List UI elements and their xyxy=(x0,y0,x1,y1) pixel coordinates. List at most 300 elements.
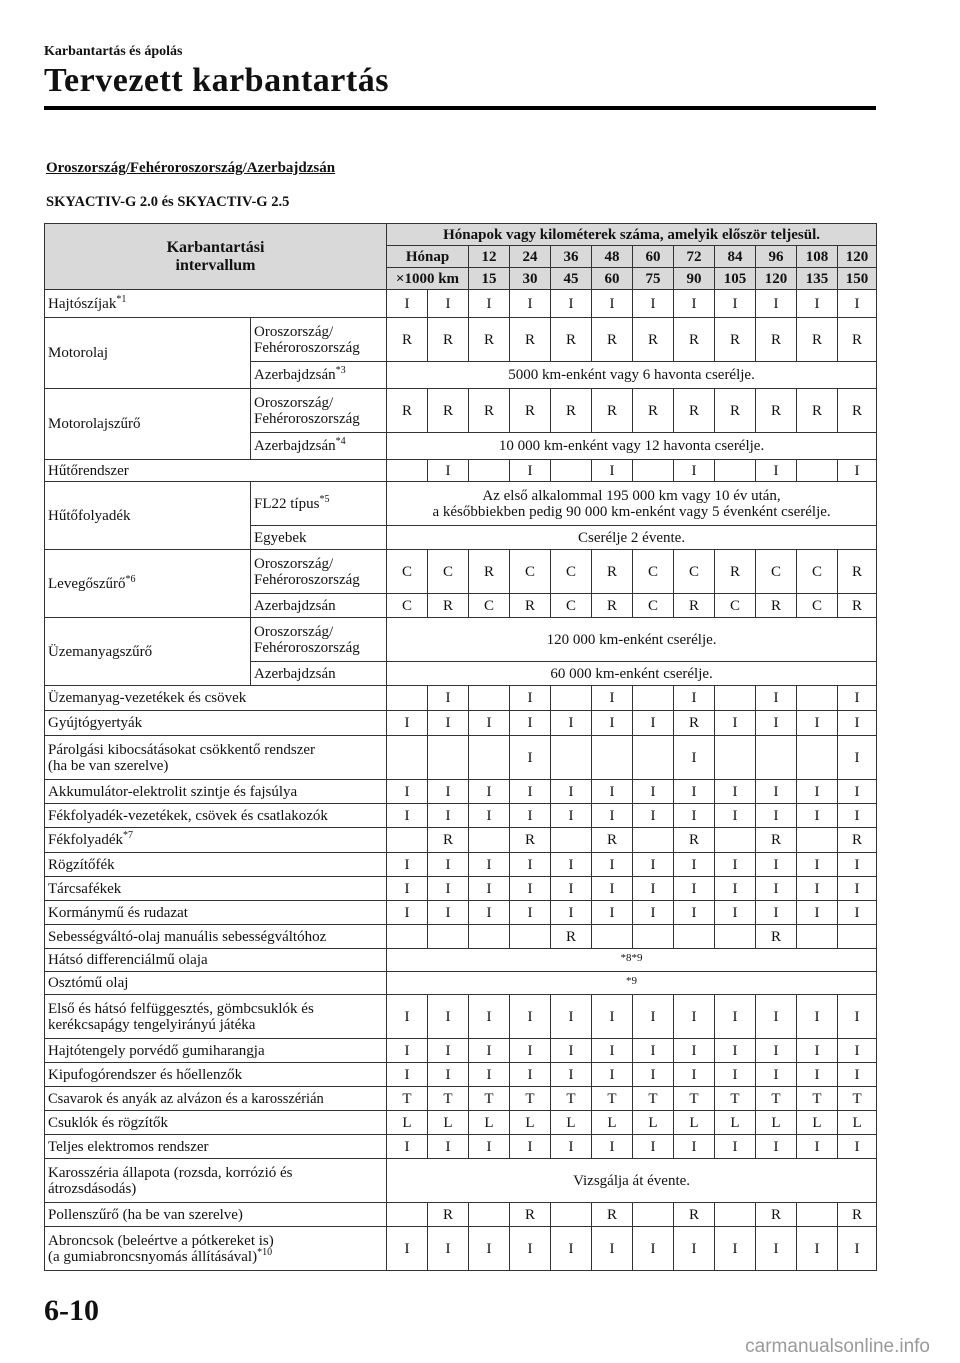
interval-value: T xyxy=(510,1087,551,1111)
interval-value: I xyxy=(797,853,838,877)
interval-value: I xyxy=(633,1135,674,1159)
table-row xyxy=(45,901,877,925)
interval-value xyxy=(674,925,715,949)
interval-value xyxy=(469,925,510,949)
interval-value: I xyxy=(674,1063,715,1087)
interval-value: I xyxy=(387,1227,428,1271)
interval-value: I xyxy=(674,877,715,901)
engine-heading: SKYACTIV-G 2.0 és SKYACTIV-G 2.5 xyxy=(46,194,290,210)
table-row xyxy=(45,736,877,780)
km-cell: 90 xyxy=(674,268,715,290)
item-label: Abroncsok (beleértve a pótkereket is) (a gumiabroncsnyomás állításával)$^{*10}$ xyxy=(45,1227,387,1271)
km-cell: 105 xyxy=(715,268,756,290)
item-label: Kipufogórendszer és hőellenzők xyxy=(45,1063,387,1087)
interval-value: I xyxy=(510,290,551,318)
interval-value: I xyxy=(592,1063,633,1087)
interval-value xyxy=(797,460,838,482)
maintenance-schedule-table xyxy=(44,223,877,1271)
interval-value: I xyxy=(838,995,877,1039)
interval-value xyxy=(551,1203,592,1227)
header-row-top xyxy=(45,224,877,246)
interval-value: I xyxy=(838,877,877,901)
interval-text: Az első alkalommal 195 000 km vagy 10 év után, a későbbiekben pedig 90 000 km-enként vagy 5 évenként cserélje. xyxy=(387,482,877,526)
interval-value: T xyxy=(428,1087,469,1111)
interval-value: I xyxy=(469,804,510,828)
table-row xyxy=(45,925,877,949)
km-cell: 45 xyxy=(551,268,592,290)
interval-value: I xyxy=(838,901,877,925)
interval-value: I xyxy=(838,290,877,318)
table-row xyxy=(45,460,877,482)
interval-value: R xyxy=(387,318,428,362)
interval-value: I xyxy=(592,995,633,1039)
interval-value: I xyxy=(633,711,674,736)
interval-value: R xyxy=(756,318,797,362)
interval-value: I xyxy=(469,711,510,736)
interval-value: T xyxy=(756,1087,797,1111)
item-label: Fékfolyadék-vezetékek, csövek és csatlakozók xyxy=(45,804,387,828)
interval-value xyxy=(387,828,428,853)
interval-value: I xyxy=(797,1039,838,1063)
item-label: Rögzítőfék xyxy=(45,853,387,877)
interval-value: R xyxy=(551,318,592,362)
table-row xyxy=(45,1087,877,1111)
interval-value: I xyxy=(551,1039,592,1063)
interval-value: R xyxy=(756,1203,797,1227)
interval-value xyxy=(428,925,469,949)
interval-value: R xyxy=(715,550,756,594)
interval-value: T xyxy=(674,1087,715,1111)
interval-value: I xyxy=(387,1039,428,1063)
interval-value: L xyxy=(510,1111,551,1135)
interval-value xyxy=(469,736,510,780)
interval-value: I xyxy=(387,877,428,901)
interval-value: I xyxy=(469,290,510,318)
interval-value: R xyxy=(838,1203,877,1227)
interval-value xyxy=(715,828,756,853)
interval-value: T xyxy=(387,1087,428,1111)
interval-value: I xyxy=(387,1063,428,1087)
interval-value: C xyxy=(469,594,510,618)
interval-value: I xyxy=(756,711,797,736)
page-title: Tervezett karbantartás xyxy=(44,62,389,99)
interval-value: I xyxy=(551,1135,592,1159)
interval-value: I xyxy=(715,877,756,901)
table-row xyxy=(45,1039,877,1063)
interval-value: L xyxy=(387,1111,428,1135)
interval-value: R xyxy=(756,925,797,949)
interval-value: C xyxy=(387,550,428,594)
interval-value xyxy=(633,736,674,780)
interval-value: I xyxy=(469,853,510,877)
month-cell: 60 xyxy=(633,246,674,268)
interval-value: L xyxy=(838,1111,877,1135)
interval-value: I xyxy=(674,686,715,711)
interval-text: Cserélje 2 évente. xyxy=(387,526,877,550)
interval-value: C xyxy=(756,550,797,594)
interval-value: R xyxy=(633,389,674,433)
interval-value: I xyxy=(510,877,551,901)
item-label: Hűtőrendszer xyxy=(45,460,387,482)
interval-value: R xyxy=(428,594,469,618)
interval-value xyxy=(797,686,838,711)
table-row xyxy=(45,482,877,526)
interval-value xyxy=(592,925,633,949)
interval-value: I xyxy=(510,736,551,780)
interval-value: C xyxy=(715,594,756,618)
interval-value: L xyxy=(592,1111,633,1135)
km-cell: 60 xyxy=(592,268,633,290)
interval-value: R xyxy=(838,318,877,362)
interval-value: R xyxy=(469,550,510,594)
km-cell: 120 xyxy=(756,268,797,290)
item-label: Csuklók és rögzítők xyxy=(45,1111,387,1135)
item-label: Kormánymű és rudazat xyxy=(45,901,387,925)
interval-value: I xyxy=(387,780,428,804)
interval-value: I xyxy=(387,804,428,828)
interval-header xyxy=(45,224,387,290)
interval-value: R xyxy=(592,1203,633,1227)
interval-value: I xyxy=(551,1063,592,1087)
interval-value: I xyxy=(797,1135,838,1159)
interval-value xyxy=(551,828,592,853)
interval-value: L xyxy=(551,1111,592,1135)
interval-value: I xyxy=(428,1063,469,1087)
interval-value xyxy=(551,460,592,482)
interval-value: R xyxy=(510,594,551,618)
interval-value: I xyxy=(797,901,838,925)
interval-value: I xyxy=(510,711,551,736)
interval-value: R xyxy=(510,389,551,433)
interval-value xyxy=(469,686,510,711)
interval-value: I xyxy=(756,853,797,877)
interval-value: I xyxy=(633,995,674,1039)
interval-value: R xyxy=(674,594,715,618)
table-row xyxy=(45,389,877,433)
interval-value: I xyxy=(797,1227,838,1271)
interval-value xyxy=(715,925,756,949)
table-row xyxy=(45,972,877,995)
interval-value: R xyxy=(756,828,797,853)
interval-value xyxy=(633,828,674,853)
interval-value: I xyxy=(551,780,592,804)
item-label: Osztómű olaj xyxy=(45,972,387,995)
interval-value: I xyxy=(633,780,674,804)
month-cell: 120 xyxy=(838,246,877,268)
table-row xyxy=(45,618,877,662)
interval-value: I xyxy=(428,1227,469,1271)
item-label: Teljes elektromos rendszer xyxy=(45,1135,387,1159)
interval-value xyxy=(715,736,756,780)
interval-value: I xyxy=(469,995,510,1039)
item-label: Levegőszűrő$^{*6}$ xyxy=(45,550,251,618)
interval-value: L xyxy=(756,1111,797,1135)
interval-value: C xyxy=(797,594,838,618)
sub-label: Azerbajdzsán$^{*4}$ xyxy=(251,433,387,460)
table-row xyxy=(45,828,877,853)
interval-value: I xyxy=(428,290,469,318)
interval-value xyxy=(428,736,469,780)
interval-value: I xyxy=(551,1227,592,1271)
interval-value xyxy=(797,1203,838,1227)
interval-value: I xyxy=(428,995,469,1039)
interval-value: I xyxy=(551,877,592,901)
sub-label: Egyebek xyxy=(251,526,387,550)
interval-value: I xyxy=(387,1135,428,1159)
interval-value xyxy=(715,1203,756,1227)
sub-label: Azerbajdzsán xyxy=(251,662,387,686)
interval-text: 60 000 km-enként cserélje. xyxy=(387,662,877,686)
interval-value: I xyxy=(469,1135,510,1159)
interval-value: I xyxy=(715,1063,756,1087)
interval-value: I xyxy=(674,995,715,1039)
item-label: Üzemanyag-vezetékek és csövek xyxy=(45,686,387,711)
km-cell: 75 xyxy=(633,268,674,290)
interval-value: I xyxy=(838,853,877,877)
interval-value: R xyxy=(674,389,715,433)
interval-value: I xyxy=(510,853,551,877)
item-label: Hátsó differenciálmű olaja xyxy=(45,949,387,972)
sub-label: Oroszország/ Fehéroroszország xyxy=(251,318,387,362)
interval-value: I xyxy=(715,290,756,318)
interval-value: I xyxy=(715,1039,756,1063)
interval-label-line1: Karbantartási xyxy=(166,238,265,256)
interval-value: I xyxy=(756,686,797,711)
item-label: Motorolaj xyxy=(45,318,251,389)
interval-value: R xyxy=(592,594,633,618)
sub-label: Azerbajdzsán$^{*3}$ xyxy=(251,362,387,389)
interval-value: I xyxy=(715,995,756,1039)
interval-value: I xyxy=(715,1227,756,1271)
interval-value: I xyxy=(797,290,838,318)
item-label: Motorolajszűrő xyxy=(45,389,251,460)
interval-value xyxy=(838,925,877,949)
interval-value xyxy=(551,736,592,780)
interval-value xyxy=(469,1203,510,1227)
km-cell: 150 xyxy=(838,268,877,290)
interval-value: I xyxy=(756,290,797,318)
interval-value: I xyxy=(838,1135,877,1159)
interval-value: I xyxy=(469,1039,510,1063)
interval-value: I xyxy=(715,804,756,828)
interval-value: I xyxy=(510,1063,551,1087)
interval-value: I xyxy=(633,901,674,925)
interval-value: I xyxy=(674,853,715,877)
item-label: Pollenszűrő (ha be van szerelve) xyxy=(45,1203,387,1227)
sub-label: FL22 típus$^{*5}$ xyxy=(251,482,387,526)
interval-value: I xyxy=(510,1135,551,1159)
interval-value: I xyxy=(756,1135,797,1159)
interval-value: I xyxy=(592,1135,633,1159)
interval-value xyxy=(756,736,797,780)
interval-value: R xyxy=(756,594,797,618)
interval-value xyxy=(387,736,428,780)
interval-value: I xyxy=(592,901,633,925)
interval-value: R xyxy=(756,389,797,433)
interval-value: T xyxy=(715,1087,756,1111)
interval-value: I xyxy=(715,780,756,804)
interval-text: 120 000 km-enként cserélje. xyxy=(387,618,877,662)
interval-value: I xyxy=(387,711,428,736)
sub-label: Oroszország/ Fehéroroszország xyxy=(251,389,387,433)
sub-label: Oroszország/ Fehéroroszország xyxy=(251,550,387,594)
interval-value: I xyxy=(387,901,428,925)
interval-value: I xyxy=(756,460,797,482)
interval-value: R xyxy=(838,828,877,853)
table-row xyxy=(45,318,877,362)
sub-label: Oroszország/ Fehéroroszország xyxy=(251,618,387,662)
interval-value: R xyxy=(510,828,551,853)
interval-value: R xyxy=(715,389,756,433)
interval-value: I xyxy=(797,877,838,901)
interval-value: I xyxy=(797,804,838,828)
interval-value: I xyxy=(633,1039,674,1063)
table-row xyxy=(45,290,877,318)
interval-value: R xyxy=(838,594,877,618)
sub-label: Azerbajdzsán xyxy=(251,594,387,618)
month-cell: 96 xyxy=(756,246,797,268)
interval-value: I xyxy=(592,1227,633,1271)
interval-value: R xyxy=(469,389,510,433)
interval-value: L xyxy=(428,1111,469,1135)
interval-value: I xyxy=(387,853,428,877)
interval-value xyxy=(715,686,756,711)
interval-value: I xyxy=(469,877,510,901)
interval-value: I xyxy=(469,1227,510,1271)
interval-value: I xyxy=(633,804,674,828)
interval-value: L xyxy=(715,1111,756,1135)
interval-value xyxy=(387,925,428,949)
month-cell: 84 xyxy=(715,246,756,268)
interval-value: L xyxy=(633,1111,674,1135)
interval-value: I xyxy=(715,901,756,925)
interval-value: C xyxy=(797,550,838,594)
interval-value: R xyxy=(797,389,838,433)
table-row xyxy=(45,995,877,1039)
interval-value: R xyxy=(510,318,551,362)
table-row xyxy=(45,1203,877,1227)
interval-value: T xyxy=(797,1087,838,1111)
interval-value: I xyxy=(551,711,592,736)
interval-value: L xyxy=(797,1111,838,1135)
interval-value: T xyxy=(633,1087,674,1111)
item-label: Tárcsafékek xyxy=(45,877,387,901)
item-label: Párolgási kibocsátásokat csökkentő rendszer (ha be van szerelve) xyxy=(45,736,387,780)
interval-value xyxy=(633,925,674,949)
interval-value: I xyxy=(674,1135,715,1159)
interval-value: I xyxy=(592,686,633,711)
interval-value: I xyxy=(838,1039,877,1063)
interval-value: R xyxy=(674,828,715,853)
region-subheading: Oroszország/Fehéroroszország/Azerbajdzsán xyxy=(46,160,336,176)
interval-value xyxy=(469,460,510,482)
interval-value: I xyxy=(428,853,469,877)
item-label: Hajtótengely porvédő gumiharangja xyxy=(45,1039,387,1063)
interval-value: R xyxy=(715,318,756,362)
table-row xyxy=(45,804,877,828)
interval-value xyxy=(387,460,428,482)
month-cell: 72 xyxy=(674,246,715,268)
interval-value: R xyxy=(633,318,674,362)
interval-value: I xyxy=(428,460,469,482)
table-row xyxy=(45,711,877,736)
item-label: Fékfolyadék$^{*7}$ xyxy=(45,828,387,853)
interval-value: I xyxy=(633,1063,674,1087)
interval-value: R xyxy=(838,389,877,433)
interval-text: 5000 km-enként vagy 6 havonta cserélje. xyxy=(387,362,877,389)
interval-value: I xyxy=(592,877,633,901)
interval-value: I xyxy=(469,901,510,925)
interval-value: I xyxy=(756,1063,797,1087)
table-row xyxy=(45,877,877,901)
interval-value: I xyxy=(633,290,674,318)
interval-value: L xyxy=(469,1111,510,1135)
interval-value: R xyxy=(387,389,428,433)
interval-value: T xyxy=(592,1087,633,1111)
interval-text: Vizsgálja át évente. xyxy=(387,1159,877,1203)
item-label: Hűtőfolyadék xyxy=(45,482,251,550)
item-label: Akkumulátor-elektrolit szintje és fajsúlya xyxy=(45,780,387,804)
interval-value: R xyxy=(592,828,633,853)
interval-value: I xyxy=(715,1135,756,1159)
interval-value: R xyxy=(551,389,592,433)
interval-value: I xyxy=(592,780,633,804)
interval-value: R xyxy=(592,550,633,594)
interval-value: I xyxy=(838,804,877,828)
item-label: Sebességváltó-olaj manuális sebességváltóhoz xyxy=(45,925,387,949)
interval-value: I xyxy=(797,995,838,1039)
interval-value: I xyxy=(838,780,877,804)
km-cell: 15 xyxy=(469,268,510,290)
interval-value: I xyxy=(674,290,715,318)
interval-value: R xyxy=(510,1203,551,1227)
interval-value: C xyxy=(387,594,428,618)
interval-text: 10 000 km-enként vagy 12 havonta cserélje. xyxy=(387,433,877,460)
interval-value: I xyxy=(756,877,797,901)
interval-value: I xyxy=(428,686,469,711)
interval-value xyxy=(633,1203,674,1227)
interval-value: C xyxy=(551,550,592,594)
interval-value: I xyxy=(756,901,797,925)
table-row xyxy=(45,1063,877,1087)
interval-value xyxy=(592,736,633,780)
item-label: Gyújtógyertyák xyxy=(45,711,387,736)
interval-value: I xyxy=(592,460,633,482)
interval-value: I xyxy=(674,736,715,780)
interval-value xyxy=(797,736,838,780)
interval-label-line2: intervallum xyxy=(175,256,256,274)
interval-value: I xyxy=(428,877,469,901)
interval-value: I xyxy=(510,995,551,1039)
interval-value: I xyxy=(428,1039,469,1063)
item-label: Első és hátsó felfüggesztés, gömbcsuklók és kerékcsapágy tengelyirányú játéka xyxy=(45,995,387,1039)
interval-value: I xyxy=(428,804,469,828)
interval-value: I xyxy=(715,853,756,877)
interval-value: I xyxy=(838,686,877,711)
km-cell: 30 xyxy=(510,268,551,290)
interval-value: C xyxy=(633,594,674,618)
interval-value xyxy=(715,460,756,482)
interval-value: I xyxy=(469,780,510,804)
interval-value: R xyxy=(838,550,877,594)
interval-value: I xyxy=(387,290,428,318)
interval-value xyxy=(797,925,838,949)
interval-value: I xyxy=(592,290,633,318)
interval-value: I xyxy=(633,1227,674,1271)
top-header: Hónapok vagy kilométerek száma, amelyik először teljesül. xyxy=(387,224,877,246)
title-rule xyxy=(44,106,876,110)
table-row xyxy=(45,780,877,804)
